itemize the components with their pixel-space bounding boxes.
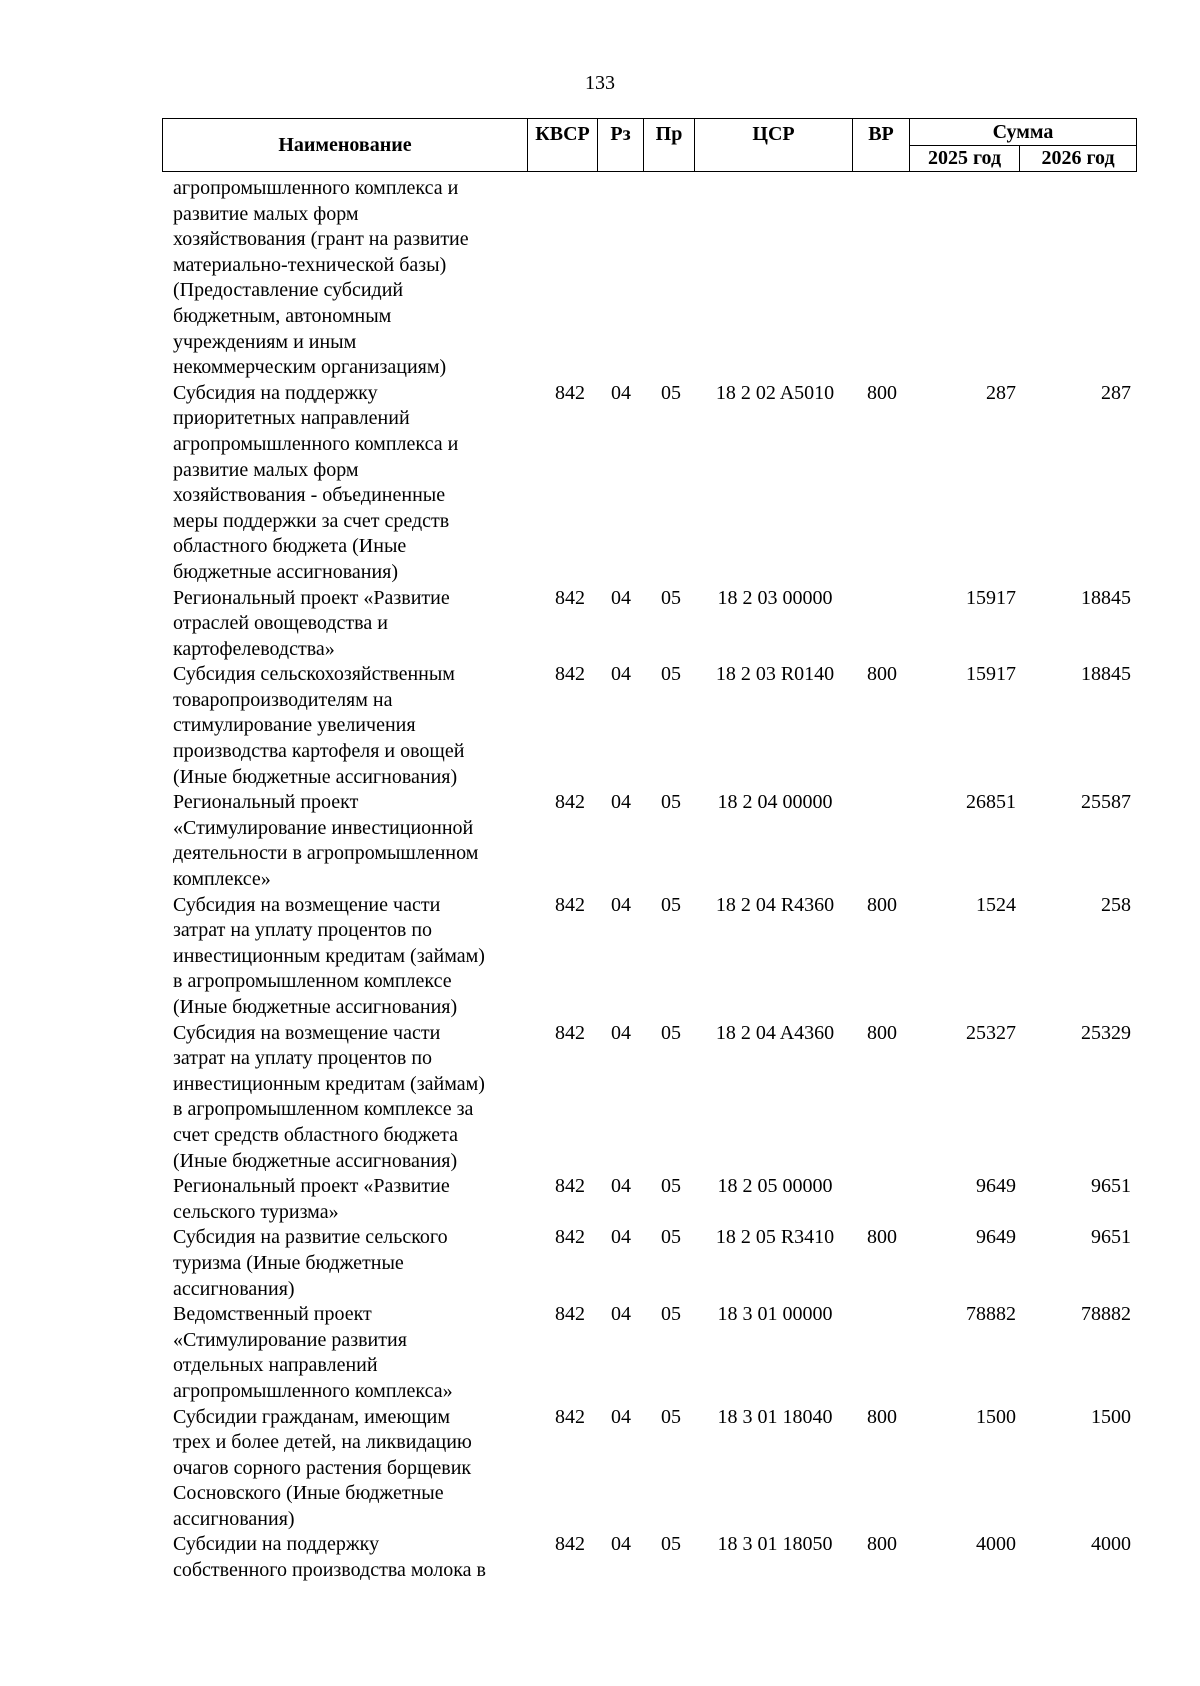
table-row: [173, 1174, 1133, 1225]
row-pr: 05: [661, 381, 681, 404]
row-rz: 04: [611, 1405, 631, 1428]
row-name: Субсидия на развитие сельского туризма (Иные бюджетные ассигнования): [173, 1226, 448, 1300]
row-csr: 18 2 05 00000: [717, 1175, 833, 1198]
header-kvsr: КВСР: [527, 118, 597, 172]
row-csr: 18 2 04 00000: [717, 791, 833, 814]
row-rz: 04: [611, 1021, 631, 1044]
row-vr: 800: [867, 1226, 897, 1249]
table-row: [173, 1225, 1133, 1302]
row-rz: 04: [611, 893, 631, 916]
row-kvsr: 842: [555, 1021, 585, 1044]
row-pr: 05: [661, 1405, 681, 1428]
row-vr: 800: [867, 1021, 897, 1044]
row-name: Региональный проект «Развитие отраслей овощеводства и картофелеводства»: [173, 586, 450, 660]
row-rz: 04: [611, 1175, 631, 1198]
table-row: [173, 1021, 1133, 1175]
row-kvsr: 842: [555, 893, 585, 916]
header-sum: Сумма: [909, 118, 1137, 146]
row-sum-2026: 9651: [1091, 1226, 1131, 1249]
row-pr: 05: [661, 791, 681, 814]
header-csr: ЦСР: [694, 118, 852, 172]
row-sum-2026: 18845: [1081, 663, 1131, 686]
row-csr: 18 2 03 R0140: [715, 663, 835, 686]
table-row: [173, 381, 1133, 586]
row-sum-2025: 26851: [966, 791, 1016, 814]
row-rz: 04: [611, 663, 631, 686]
row-pr: 05: [661, 1175, 681, 1198]
page-number: 133: [585, 72, 615, 94]
row-name: Субсидия на возмещение части затрат на уплату процентов по инвестиционным кредитам (займам) в агропромышленном комплексе (Иные бюджетные ассигнования): [173, 893, 485, 1018]
row-name: агропромышленного комплекса и развитие малых форм хозяйствования (грант на развитие материально-технической базы) (Предоставление субсидий бюджетным, автономным учреждениям и иным некоммерческим организациям): [173, 177, 469, 379]
row-sum-2026: 4000: [1091, 1533, 1131, 1556]
row-name: Субсидия на поддержку приоритетных направлений агропромышленного комплекса и развитие малых форм хозяйствования - объединенные меры поддержки за счет средств областного бюджета (Иные бюджетные ассигнования): [173, 381, 459, 583]
row-name: Субсидия сельскохозяйственным товаропроизводителям на стимулирование увеличения производства картофеля и овощей (Иные бюджетные ассигнования): [173, 663, 465, 788]
row-csr: 18 2 03 00000: [717, 586, 833, 609]
row-pr: 05: [661, 586, 681, 609]
row-pr: 05: [661, 1021, 681, 1044]
row-sum-2025: 287: [986, 381, 1016, 404]
row-rz: 04: [611, 381, 631, 404]
header-rz: Рз: [597, 118, 643, 172]
header-vr: ВР: [852, 118, 909, 172]
row-sum-2025: 15917: [966, 586, 1016, 609]
row-sum-2026: 1500: [1091, 1405, 1131, 1428]
row-vr: 800: [867, 663, 897, 686]
row-vr: 800: [867, 893, 897, 916]
row-sum-2025: 9649: [976, 1226, 1016, 1249]
row-kvsr: 842: [555, 1303, 585, 1326]
row-name: Региональный проект «Развитие сельского туризма»: [173, 1175, 450, 1223]
table-row: [173, 662, 1133, 790]
row-kvsr: 842: [555, 791, 585, 814]
row-kvsr: 842: [555, 381, 585, 404]
row-rz: 04: [611, 1303, 631, 1326]
row-vr: 800: [867, 381, 897, 404]
row-name: Ведомственный проект «Стимулирование развития отдельных направлений агропромышленного комплекса»: [173, 1303, 453, 1402]
row-rz: 04: [611, 1226, 631, 1249]
row-csr: 18 3 01 18050: [717, 1533, 833, 1556]
row-pr: 05: [661, 1533, 681, 1556]
table-row: [173, 586, 1133, 663]
row-csr: 18 2 04 R4360: [715, 893, 835, 916]
row-sum-2026: 18845: [1081, 586, 1131, 609]
row-sum-2025: 15917: [966, 663, 1016, 686]
row-kvsr: 842: [555, 1405, 585, 1428]
header-pr: Пр: [643, 118, 694, 172]
row-sum-2026: 9651: [1091, 1175, 1131, 1198]
row-kvsr: 842: [555, 1533, 585, 1556]
row-pr: 05: [661, 663, 681, 686]
row-pr: 05: [661, 893, 681, 916]
row-sum-2026: 25329: [1081, 1021, 1131, 1044]
row-name: Субсидии на поддержку собственного производства молока в: [173, 1533, 486, 1582]
table-row: [173, 1405, 1133, 1533]
table-body: [173, 176, 1133, 1584]
header-name: Наименование: [162, 118, 527, 172]
row-sum-2026: 25587: [1081, 791, 1131, 814]
table-row: [173, 1302, 1133, 1404]
table-row: [173, 893, 1133, 1021]
row-sum-2025: 9649: [976, 1175, 1016, 1198]
row-csr: 18 2 05 R3410: [715, 1226, 835, 1249]
table-header: [162, 118, 1137, 174]
header-year-2026: 2026 год: [1019, 145, 1137, 172]
row-sum-2025: 25327: [966, 1021, 1016, 1044]
row-pr: 05: [661, 1226, 681, 1249]
row-csr: 18 3 01 00000: [717, 1303, 833, 1326]
row-name: Субсидии гражданам, имеющим трех и более детей, на ликвидацию очагов сорного растения борщевик Сосновского (Иные бюджетные ассигнования): [173, 1405, 472, 1530]
row-sum-2026: 287: [1101, 381, 1131, 404]
row-kvsr: 842: [555, 586, 585, 609]
table-row: [173, 1532, 1133, 1583]
header-year-2025: 2025 год: [909, 145, 1019, 172]
row-rz: 04: [611, 1533, 631, 1556]
row-vr: 800: [867, 1533, 897, 1556]
table-row: [173, 176, 1133, 381]
table-row: [173, 790, 1133, 892]
row-csr: 18 3 01 18040: [717, 1405, 833, 1428]
row-csr: 18 2 02 A5010: [715, 381, 835, 404]
row-pr: 05: [661, 1303, 681, 1326]
row-rz: 04: [611, 586, 631, 609]
row-csr: 18 2 04 A4360: [715, 1021, 835, 1044]
row-sum-2026: 258: [1101, 893, 1131, 916]
row-name: Региональный проект «Стимулирование инвестиционной деятельности в агропромышленном комплексе»: [173, 791, 479, 891]
row-sum-2025: 1524: [976, 893, 1016, 916]
row-sum-2025: 1500: [976, 1405, 1016, 1428]
row-kvsr: 842: [555, 663, 585, 686]
row-kvsr: 842: [555, 1226, 585, 1249]
row-vr: 800: [867, 1405, 897, 1428]
row-sum-2026: 78882: [1081, 1303, 1131, 1326]
row-sum-2025: 4000: [976, 1533, 1016, 1556]
row-kvsr: 842: [555, 1175, 585, 1198]
row-name: Субсидия на возмещение части затрат на уплату процентов по инвестиционным кредитам (займам) в агропромышленном комплексе за счет средств областного бюджета (Иные бюджетные ассигнования): [173, 1021, 485, 1172]
row-rz: 04: [611, 791, 631, 814]
row-sum-2025: 78882: [966, 1303, 1016, 1326]
